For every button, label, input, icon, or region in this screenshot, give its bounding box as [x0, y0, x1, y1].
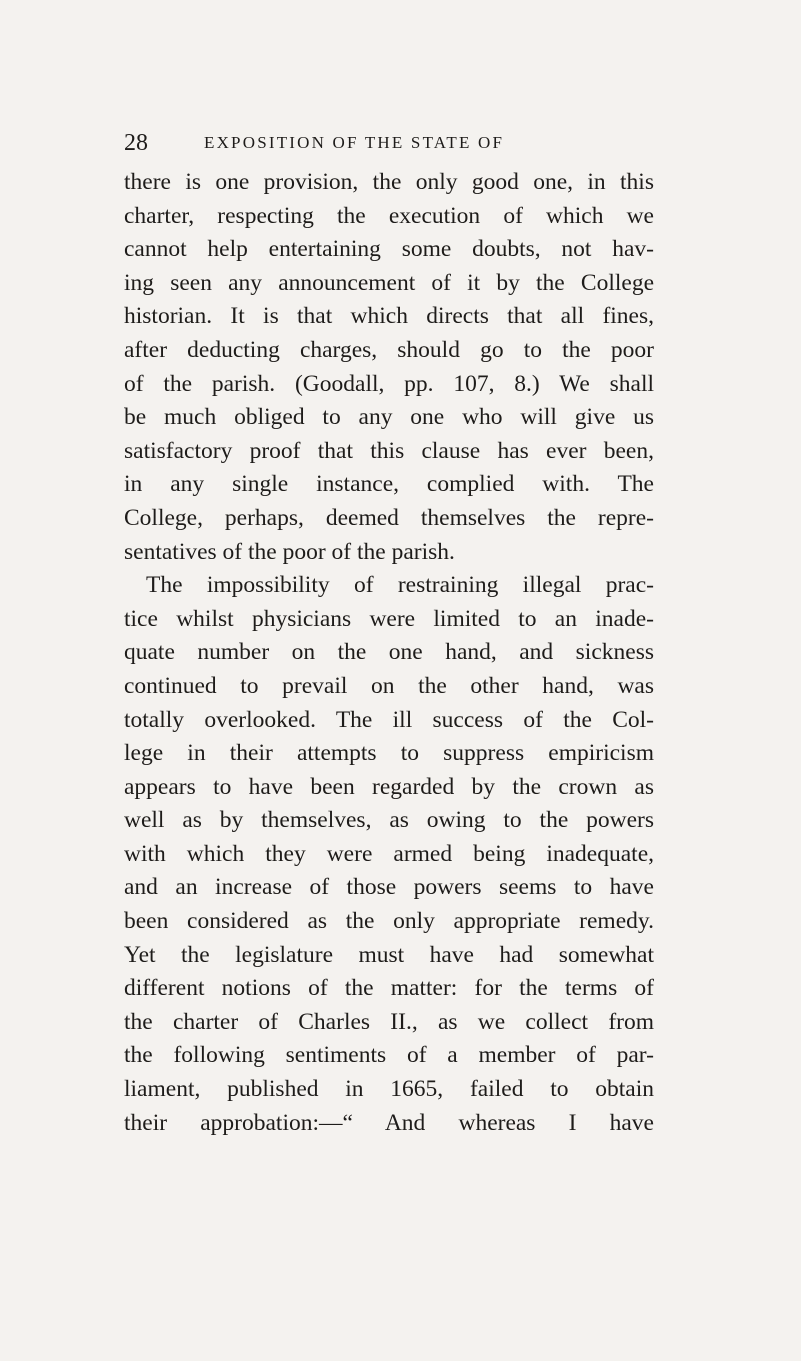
- text-line: been considered as the only appropriate remedy.: [124, 908, 654, 935]
- text-line: and an increase of those powers seems to have: [124, 874, 654, 901]
- text-line: their approbation:—“ And whereas I have: [124, 1109, 654, 1136]
- text-line: the charter of Charles II., as we collect from: [124, 1008, 654, 1035]
- text-line: historian. It is that which directs that all fines,: [124, 303, 654, 330]
- text-line: different notions of the matter: for the terms of: [124, 975, 654, 1002]
- text-line: cannot help entertaining some doubts, not hav-: [124, 236, 654, 263]
- text-line: totally overlooked. The ill success of the Col-: [124, 706, 654, 733]
- text-line: the following sentiments of a member of par-: [124, 1042, 654, 1069]
- text-line: College, perhaps, deemed themselves the repre-: [124, 504, 654, 531]
- page-number: 28: [124, 130, 148, 156]
- text-line: of the parish. (Goodall, pp. 107, 8.) We shall: [124, 370, 654, 397]
- text-line: liament, published in 1665, failed to obtain: [124, 1076, 654, 1103]
- text-line: with which they were armed being inadequate,: [124, 840, 654, 867]
- text-line: quate number on the one hand, and sickness: [124, 639, 654, 666]
- text-line: satisfactory proof that this clause has ever been,: [124, 437, 654, 464]
- text-line: in any single instance, complied with. The: [124, 471, 654, 498]
- text-line: be much obliged to any one who will give us: [124, 404, 654, 431]
- text-line: appears to have been regarded by the crown as: [124, 773, 654, 800]
- text-line: lege in their attempts to suppress empiricism: [124, 740, 654, 767]
- running-head-title: EXPOSITION OF THE STATE OF: [204, 133, 505, 152]
- text-line: The impossibility of restraining illegal prac-: [146, 572, 654, 599]
- text-line: tice whilst physicians were limited to an inade-: [124, 605, 654, 632]
- body-text: [124, 166, 654, 1140]
- text-line: well as by themselves, as owing to the powers: [124, 807, 654, 834]
- text-line: ing seen any announcement of it by the College: [124, 269, 654, 296]
- text-line: Yet the legislature must have had somewhat: [124, 941, 654, 968]
- text-line: charter, respecting the execution of which we: [124, 202, 654, 229]
- running-head: [124, 130, 654, 160]
- text-line: sentatives of the poor of the parish.: [124, 538, 455, 565]
- text-line: there is one provision, the only good one, in this: [124, 169, 654, 195]
- text-line: after deducting charges, should go to the poor: [124, 336, 654, 363]
- text-line: continued to prevail on the other hand, was: [124, 672, 654, 699]
